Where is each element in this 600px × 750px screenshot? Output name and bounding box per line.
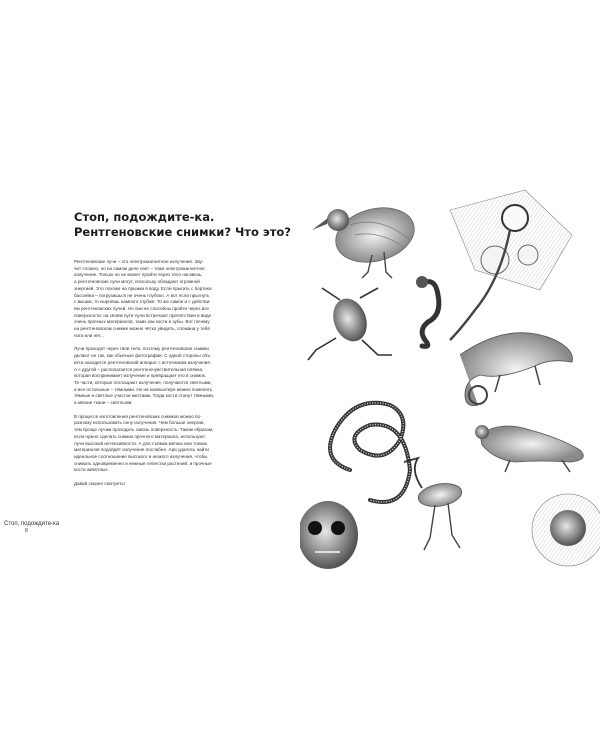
text-line: если нужно сделать снимок прочного материала, используют — [74, 433, 206, 439]
text-line: Рентгеновские лучи – это электромагнитное излучение. Зву- — [74, 259, 204, 264]
xray-illustration — [300, 180, 600, 570]
text-line: делают не так, как обычные фотографии. С одной стороны объ- — [74, 353, 212, 359]
text-line: екта находится рентгеновский аппарат с источником излучения. — [74, 359, 212, 365]
text-line: а мягкие ткани – светлыми. — [74, 400, 133, 406]
body-paragraph — [74, 259, 289, 339]
paragraph-gap — [74, 407, 289, 414]
text-line: разному использовать силу излучения. Чем больше энергии, — [74, 420, 205, 426]
chameleon-xray — [460, 333, 572, 406]
text-line: а все остальные – тёмными. Но на компьютере можно поменять — [74, 386, 213, 392]
frog-xray — [308, 288, 392, 360]
bat-xray — [532, 494, 600, 566]
text-line: чит сложно, но на самом деле свет – тоже электромагнитное — [74, 265, 205, 271]
text-line: Давай скорее смотреть! — [74, 481, 126, 487]
text-line: тёмные и светлые участки местами. Тогда кости станут тёмными, — [74, 393, 215, 399]
footer-section-title: Стоп, подождите-ка — [4, 521, 60, 527]
text-line: материалов подойдёт излучение послабее. Ари удалось найти — [74, 447, 209, 453]
text-line: с вышки, то нырнёшь намного глубже. То же самое и с действи- — [74, 299, 211, 305]
text-line: а рентгеновские лучи могут, поскольку обладают огромной — [74, 279, 200, 285]
text-line: идеальное соотношение высокого и низкого излучения, чтобы — [74, 453, 208, 459]
text-line: излучение. Только он не может пройти через тело насквозь, — [74, 272, 203, 278]
text-line: которая воспринимает излучение и превращает его в снимок. — [74, 373, 207, 379]
text-line: В процессе изготовления рентгеновских снимков можно по- — [74, 413, 202, 419]
body-paragraph — [74, 346, 289, 406]
text-line: А с другой – располагается рентгеночувствительная плёнка, — [74, 366, 204, 372]
text-line: бассейна – погрузишься не очень глубоко. А вот если прыгнуть — [74, 292, 210, 298]
text-line: Те части, которые поглощают излучение, получаются светлыми, — [74, 379, 212, 385]
running-footer — [4, 521, 59, 535]
text-line: на рентгеновском снимке можно чётко увидеть, сломана у тебя — [74, 326, 210, 332]
text-line: снимать одновременно и нежные лепестки растений, и прочные — [74, 460, 212, 466]
body-paragraph — [74, 481, 289, 488]
text-line: поверхности: на своём пути лучи встречают препятствия в виде — [74, 312, 212, 318]
heading-line: Стоп, подождите-ка. — [74, 210, 215, 224]
paragraph-gap — [74, 339, 289, 346]
skull-xray — [300, 501, 358, 569]
text-line: энергией. Это похоже на прыжки в воду. Если прыгать с бортика — [74, 285, 212, 291]
text-line: лучи высокой интенсивности. А для съёмки мягких или тонких — [74, 440, 208, 446]
text-line: кости животных. — [74, 467, 109, 473]
stingray-xray — [450, 190, 572, 340]
body-paragraph — [74, 414, 289, 474]
heading-line: Рентгеновские снимки? Что это? — [74, 225, 291, 239]
body-text — [74, 259, 289, 488]
text-line: очень прочных материалов, таких как кости и зубы. Вот почему — [74, 319, 210, 325]
text-line: нога или нет... — [74, 332, 104, 338]
text-line: тем проще лучам проходить сквозь поверхность. Таким образом, — [74, 427, 214, 433]
heron-xray — [404, 458, 464, 550]
weasel-xray — [475, 425, 583, 472]
snake-xray — [330, 403, 410, 502]
page-number: 8 — [25, 528, 28, 534]
text-line: Лучи проходят через твоё тело, поэтому рентгеновские снимки — [74, 346, 209, 352]
bird-xray — [312, 200, 420, 278]
seahorse-xray — [416, 276, 439, 346]
text-line: ем рентгеновских лучей. Но они не способны пройти через все — [74, 305, 209, 311]
section-heading — [74, 210, 291, 240]
